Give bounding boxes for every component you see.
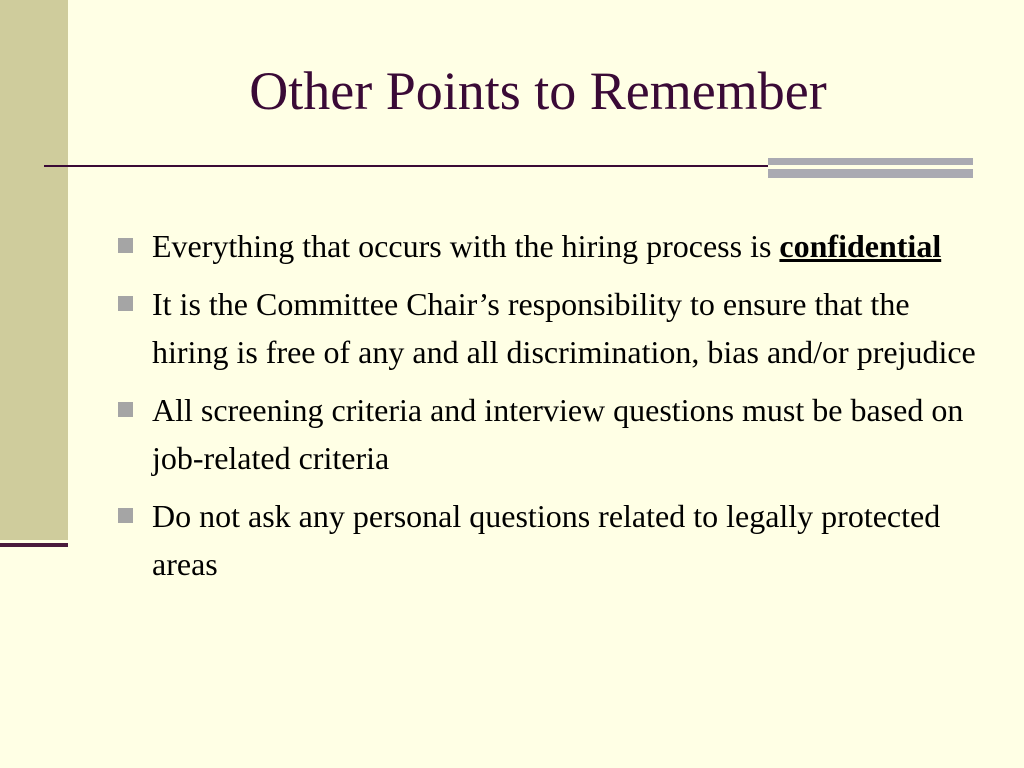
bullet-list <box>112 222 992 598</box>
square-bullet-icon <box>118 402 133 417</box>
bullet-text: It is the Committee Chair’s responsibility to ensure that the hiring is free of any and all discrimination, bias and/or prejudice <box>152 286 976 370</box>
accent-bar-top <box>768 158 973 165</box>
accent-bars <box>768 158 973 180</box>
slide-title: Other Points to Remember <box>249 61 827 121</box>
accent-bar-bottom <box>768 169 973 178</box>
bullet-emphasis: confidential <box>779 228 942 264</box>
bullet-text: Do not ask any personal questions related to legally protected areas <box>152 498 941 582</box>
square-bullet-icon <box>118 238 133 253</box>
side-bar-underline <box>0 543 68 547</box>
bullet-text: All screening criteria and interview questions must be based on job-related criteria <box>152 392 964 476</box>
bullet-item-2 <box>112 280 992 376</box>
bullet-item-3 <box>112 386 992 482</box>
square-bullet-icon <box>118 296 133 311</box>
square-bullet-icon <box>118 508 133 523</box>
title-divider <box>44 165 768 167</box>
bullet-item-4 <box>112 492 992 588</box>
bullet-item-1 <box>112 222 992 270</box>
side-decorative-bar <box>0 0 68 540</box>
bullet-text: Everything that occurs with the hiring process is <box>152 228 772 264</box>
